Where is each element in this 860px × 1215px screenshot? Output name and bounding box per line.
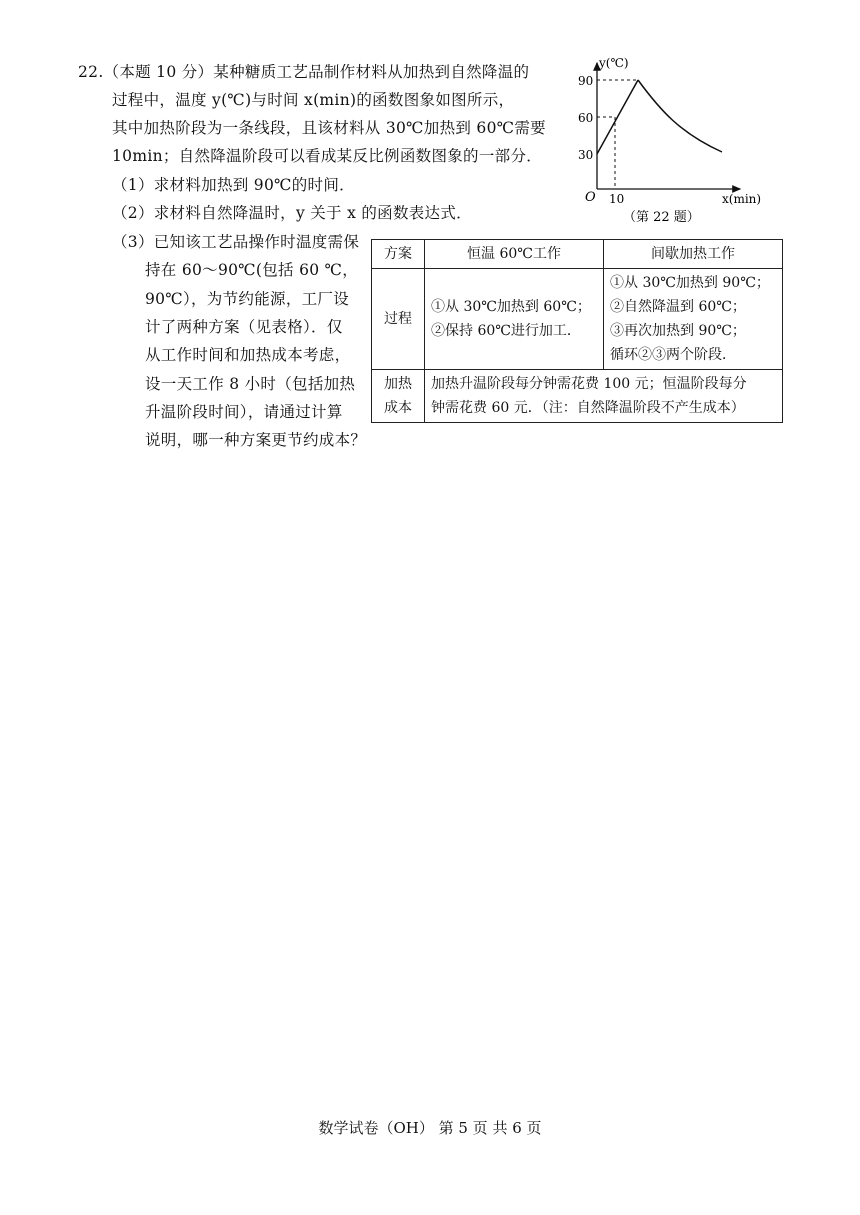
origin-label: O <box>585 190 596 205</box>
constant-step-2: ②保持 60℃进行加工． <box>431 323 581 339</box>
y-tick-90: 90 <box>578 74 594 88</box>
constant-process-cell <box>425 269 604 370</box>
constant-step-1: ①从 30℃加热到 60℃； <box>431 299 591 315</box>
question-line-3: 其中加热阶段为一条线段，且该材料从 30℃加热到 60℃需要 <box>112 119 546 137</box>
process-label: 过程 <box>372 269 425 370</box>
intermittent-process-cell <box>604 269 783 370</box>
cost-label <box>372 370 425 423</box>
header-plan: 方案 <box>372 240 425 269</box>
intermittent-step-2: ②自然降温到 60℃； <box>610 299 746 315</box>
header-intermittent: 间歇加热工作 <box>604 240 783 269</box>
sub-question-3-line-8: 说明，哪一种方案更节约成本？ <box>145 431 367 449</box>
cost-label-line-1: 加热 <box>384 376 412 392</box>
intermittent-step-1: ①从 30℃加热到 90℃； <box>610 275 770 291</box>
sub-question-3-line-7: 升温阶段时间），请通过计算 <box>145 403 343 421</box>
y-tick-30: 30 <box>578 148 594 162</box>
y-axis-label: y(℃) <box>599 56 629 70</box>
plan-table <box>371 239 783 423</box>
table-process-row <box>372 269 783 370</box>
temperature-time-graph <box>565 55 775 225</box>
y-tick-60: 60 <box>578 111 594 125</box>
sub-question-3-line-3: 90℃），为节约能源，工厂设 <box>145 290 350 308</box>
intermittent-step-4: 循环②③两个阶段． <box>610 347 736 363</box>
figure-caption: （第 22 题） <box>623 210 700 225</box>
header-constant: 恒温 60℃工作 <box>425 240 604 269</box>
sub-question-3-line-2: 持在 60～90℃(包括 60 ℃， <box>145 261 359 279</box>
x-tick-10: 10 <box>609 192 625 206</box>
cost-line-2: 钟需花费 60 元．（注：自然降温阶段不产生成本） <box>431 400 745 416</box>
sub-question-2: （2）求材料自然降温时，y 关于 x 的函数表达式． <box>112 204 472 222</box>
sub-question-3-line-6: 设一天工作 8 小时（包括加热 <box>145 375 356 393</box>
question-line-1: 22.（本题 10 分）某种糖质工艺品制作材料从加热到自然降温的 <box>78 63 530 81</box>
cost-line-1: 加热升温阶段每分钟需花费 100 元；恒温阶段每分 <box>431 376 747 392</box>
question-line-2: 过程中，温度 y(℃)与时间 x(min)的函数图象如图所示， <box>112 91 515 109</box>
cost-label-line-2: 成本 <box>384 400 412 416</box>
x-axis-label: x(min) <box>722 192 762 206</box>
table-cost-row <box>372 370 783 423</box>
table-header-row <box>372 240 783 269</box>
sub-question-3-line-4: 计了两种方案（见表格）．仅 <box>145 318 343 336</box>
page-footer: 数学试卷（OH） 第 5 页 共 6 页 <box>318 1119 542 1137</box>
sub-question-1: （1）求材料加热到 90℃的时间． <box>112 176 355 194</box>
intermittent-step-3: ③再次加热到 90℃； <box>610 323 746 339</box>
cooling-curve <box>638 80 722 152</box>
question-line-4: 10min；自然降温阶段可以看成某反比例函数图象的一部分． <box>112 147 543 165</box>
sub-question-3-line-5: 从工作时间和加热成本考虑， <box>145 346 351 364</box>
sub-question-3-line-1: （3）已知该工艺品操作时温度需保 <box>112 233 360 251</box>
cost-cell <box>425 370 783 423</box>
